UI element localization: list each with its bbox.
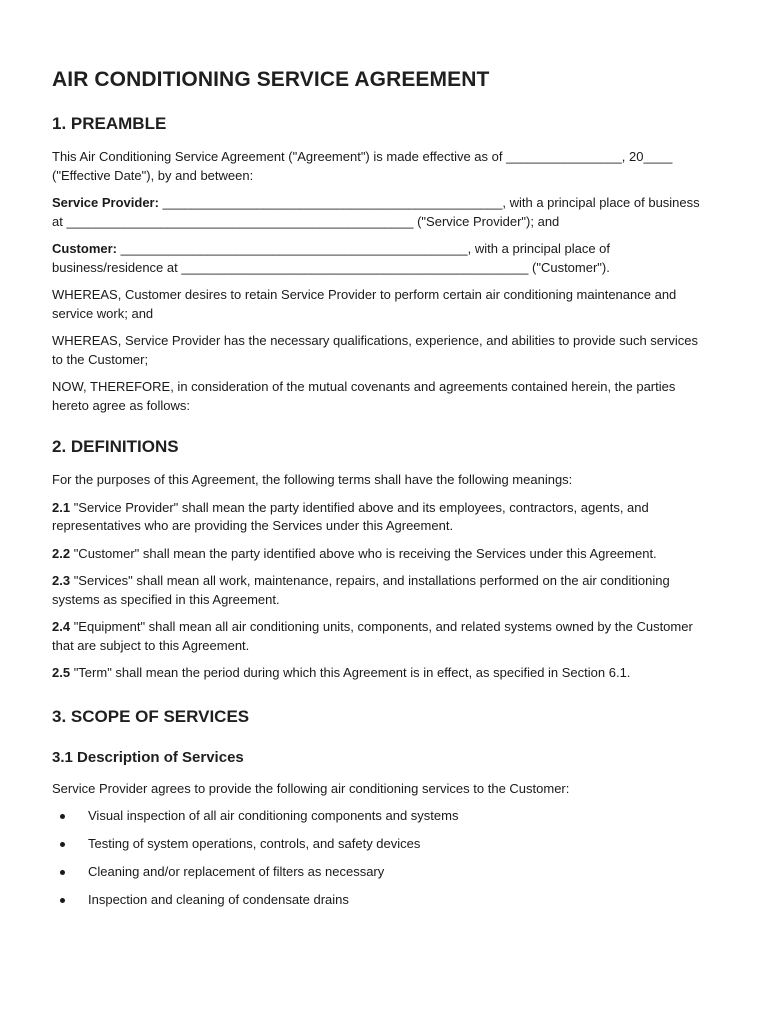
definition-item: [52, 499, 710, 536]
definition-text: "Service Provider" shall mean the party identified above and its employees, contractors, agents, and representatives who are providing the Services under this Agreement.: [52, 499, 649, 533]
list-item: [52, 863, 710, 881]
subsection-heading-description: 3.1 Description of Services: [52, 748, 244, 766]
scope-intro: Service Provider agrees to provide the following air conditioning services to the Customer:: [52, 780, 570, 796]
definition-item: [52, 664, 710, 683]
list-item: [52, 835, 710, 853]
section-heading-scope: 3. SCOPE OF SERVICES: [52, 706, 250, 726]
definition-text: "Customer" shall mean the party identified above who is receiving the Services under this Agreement.: [70, 545, 657, 561]
now-therefore-paragraph: NOW, THEREFORE, in consideration of the mutual covenants and agreements contained herein, the parties hereto agree as follows:: [52, 379, 676, 413]
list-item: [52, 891, 710, 909]
definition-number: 2.4: [52, 619, 71, 634]
definition-number: 2.5: [52, 665, 71, 680]
list-item: [52, 807, 710, 825]
section-preamble: [52, 114, 710, 415]
section-heading-definitions: 2. DEFINITIONS: [52, 437, 179, 456]
service-provider-paragraph: [52, 194, 710, 231]
document-title: AIR CONDITIONING SERVICE AGREEMENT: [52, 68, 490, 91]
service-provider-text: _______________________________________________, with a principal place of business at ________________________________________________ ("Service Provider"); and: [52, 195, 700, 229]
definition-text: "Services" shall mean all work, maintenance, repairs, and installations performed on the air conditioning systems as specified in this Agreement.: [52, 573, 670, 607]
section-definitions: [52, 437, 710, 683]
definition-item: [52, 618, 710, 655]
definitions-intro: For the purposes of this Agreement, the following terms shall have the following meanings:: [52, 472, 573, 487]
definition-number: 2.1: [52, 499, 71, 515]
customer-text: ________________________________________________, with a principal place of business/residence at ________________________________________________ ("Customer").: [52, 241, 611, 275]
whereas-paragraph-1: WHEREAS, Customer desires to retain Service Provider to perform certain air conditioning maintenance and service work; and: [52, 287, 677, 321]
whereas-paragraph-2: WHEREAS, Service Provider has the necessary qualifications, experience, and abilities to provide such services to the Customer;: [52, 333, 698, 367]
bullet-icon: [60, 842, 65, 847]
section-scope-of-services: [52, 707, 710, 910]
section-heading-preamble: 1. PREAMBLE: [52, 114, 167, 133]
customer-label: Customer:: [52, 241, 118, 256]
list-item-text: Cleaning and/or replacement of filters as necessary: [88, 864, 385, 879]
definition-number: 2.3: [52, 573, 71, 588]
services-list: [52, 807, 710, 909]
list-item-text: Testing of system operations, controls, and safety devices: [88, 836, 421, 851]
definition-text: "Equipment" shall mean all air conditioning units, components, and related systems owned by the Customer that are subject to this Agreement.: [52, 619, 693, 653]
customer-paragraph: [52, 240, 710, 277]
preamble-intro: This Air Conditioning Service Agreement ("Agreement") is made effective as of ________________, 20____ ("Effective Date"), by and between:: [52, 149, 673, 183]
bullet-icon: [60, 870, 65, 875]
definition-item: [52, 545, 710, 564]
bullet-icon: [60, 898, 65, 903]
definition-number: 2.2: [52, 545, 71, 561]
definition-item: [52, 572, 710, 609]
definition-text: "Term" shall mean the period during which this Agreement is in effect, as specified in Section 6.1.: [70, 665, 631, 680]
bullet-icon: [60, 814, 65, 819]
list-item-text: Visual inspection of all air conditioning components and systems: [88, 808, 459, 823]
list-item-text: Inspection and cleaning of condensate drains: [88, 892, 349, 907]
service-provider-label: Service Provider:: [52, 195, 159, 210]
